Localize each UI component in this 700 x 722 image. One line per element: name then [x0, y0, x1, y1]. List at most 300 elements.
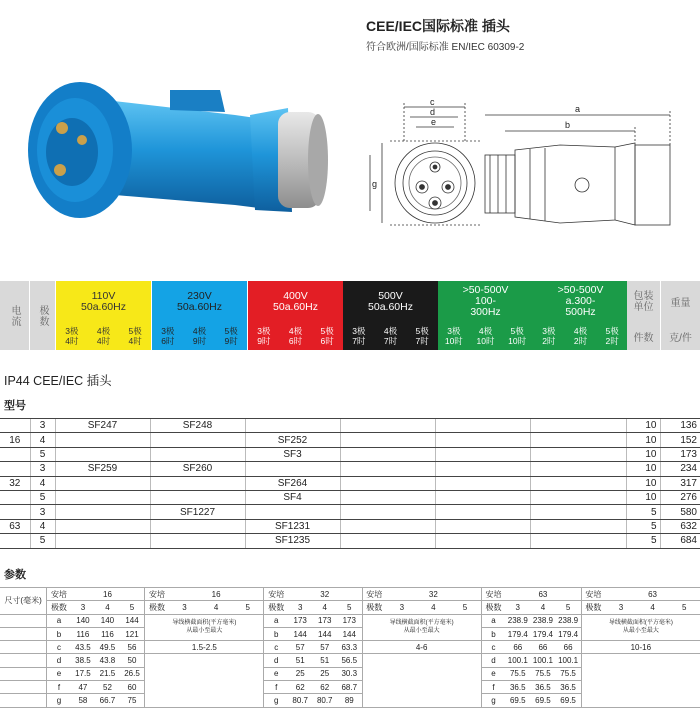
pin-config	[379, 326, 401, 346]
model-code-cell	[435, 534, 530, 548]
poles-value: 4	[312, 601, 337, 614]
pin-count: 5极	[510, 326, 524, 336]
pin-clock-position: 10时	[508, 336, 527, 346]
amperage-cell: 63	[0, 519, 30, 533]
cross-section-note: 导线横截面积(平方毫米) 从最小至最大	[145, 614, 264, 641]
pin-count: 3极	[352, 326, 366, 336]
page-title: CEE/IEC国际标准 插头	[366, 18, 510, 34]
dimension-value: 173	[337, 614, 362, 627]
dimension-value: 140	[95, 614, 120, 627]
model-code-cell	[340, 534, 435, 548]
cross-section-note: 导线横截面积(平方毫米) 从最小至最大	[362, 614, 481, 641]
dimension-value: 144	[288, 627, 313, 640]
dimension-value: 52	[95, 681, 120, 694]
dimension-key: a	[264, 614, 288, 627]
current-header: 电流	[0, 281, 29, 350]
pin-clock-position: 7时	[352, 336, 366, 346]
front-view-outer	[395, 143, 475, 223]
dimension-value: 121	[120, 627, 145, 640]
amperage-cell	[0, 419, 30, 433]
amperage-cell: 32	[0, 476, 30, 490]
voltage-color-bar	[0, 281, 700, 350]
voltage-label: 110V 50a.60Hz	[81, 289, 126, 313]
poles-cell: 4	[30, 519, 55, 533]
amp-value: 32	[386, 588, 481, 601]
dimension-value: 56.5	[337, 654, 362, 667]
pin-config	[284, 326, 306, 346]
dimension-value: 25	[312, 667, 337, 680]
pin-config	[569, 326, 591, 346]
model-code-cell	[55, 447, 150, 461]
pin-config	[506, 326, 528, 346]
poles-cell: 5	[30, 490, 55, 504]
dim-label-g: g	[372, 179, 378, 189]
model-code-cell	[435, 462, 530, 476]
dimension-value: 66	[530, 641, 555, 654]
amp-value: 63	[505, 588, 581, 601]
package-qty-cell: 5	[626, 534, 660, 548]
voltage-group-2	[248, 281, 343, 350]
model-code-cell	[55, 519, 150, 533]
dimension-value: 140	[71, 614, 96, 627]
poles-value: 4	[530, 601, 555, 614]
pin-config	[220, 326, 242, 346]
dimension-value: 57	[288, 641, 313, 654]
pin-count: 4极	[288, 326, 303, 336]
model-code-cell: SF1235	[245, 534, 340, 548]
pin-config-row	[248, 322, 343, 350]
dimension-value: 36.5	[530, 681, 555, 694]
side-view-nut	[485, 155, 515, 213]
dimension-label-spacer	[0, 614, 47, 627]
model-code-cell	[530, 447, 626, 461]
poles-value: 5	[120, 601, 145, 614]
pin-config	[316, 326, 338, 346]
dimension-value: 36.5	[505, 681, 530, 694]
model-code-cell	[55, 490, 150, 504]
dim-label-e: e	[431, 117, 437, 127]
amp-value: 16	[169, 588, 264, 601]
pin-config	[124, 326, 146, 346]
dimension-value: 21.5	[95, 667, 120, 680]
model-code-cell	[340, 490, 435, 504]
cross-section-note: 导线横截面积(平方毫米) 从最小至最大	[581, 614, 700, 641]
poles-cell: 4	[30, 433, 55, 447]
model-code-cell: SF1231	[245, 519, 340, 533]
pin-clock-position: 2时	[605, 336, 619, 346]
pin-count: 4极	[478, 326, 493, 336]
model-code-cell	[245, 419, 340, 433]
pin-clock-position: 6时	[288, 336, 303, 346]
pin-config	[443, 326, 465, 346]
model-code-cell	[340, 447, 435, 461]
poles-header: 极数	[30, 281, 55, 350]
pin-count: 4极	[383, 326, 398, 336]
poles-value: 5	[556, 601, 582, 614]
amperage-cell	[0, 462, 30, 476]
model-code-cell	[530, 534, 626, 548]
poles-label: 极数	[47, 601, 71, 614]
poles-cell: 4	[30, 476, 55, 490]
voltage-group-4	[438, 281, 533, 350]
section-title-ip44: IP44 CEE/IEC 插头	[4, 374, 112, 388]
model-code-cell	[340, 519, 435, 533]
dim-label-d: d	[430, 107, 436, 117]
param-row	[0, 641, 700, 654]
dimension-label-spacer	[0, 654, 47, 667]
dimension-value: 43.5	[71, 641, 96, 654]
dimension-value: 51	[288, 654, 313, 667]
amperage-cell	[0, 490, 30, 504]
dimension-value: 100.1	[505, 654, 530, 667]
dimension-value: 66.7	[95, 694, 120, 707]
pin-config	[474, 326, 496, 346]
pin-clock-position: 7时	[415, 336, 429, 346]
amp-value: 32	[288, 588, 362, 601]
voltage-group-0	[56, 281, 151, 350]
package-qty-cell: 10	[626, 490, 660, 504]
model-code-cell	[340, 462, 435, 476]
param-row	[0, 614, 700, 627]
dimension-key: c	[264, 641, 288, 654]
dimension-key: f	[481, 681, 505, 694]
dimension-key: g	[264, 694, 288, 707]
voltage-label: >50-500V 100- 300Hz	[462, 284, 509, 318]
section-title-params: 参数	[4, 569, 26, 581]
model-code-cell	[245, 462, 340, 476]
model-code-cell	[340, 433, 435, 447]
dim-label-b: b	[565, 120, 571, 130]
standard-subtitle: 符合欧洲/国际标准 EN/IEC 60309-2	[366, 42, 525, 53]
voltage-label: 500V 50a.60Hz	[368, 289, 413, 313]
pin-count: 5极	[224, 326, 238, 336]
dimension-value: 57	[312, 641, 337, 654]
voltage-label: 230V 50a.60Hz	[177, 289, 222, 313]
poles-value: 3	[71, 601, 96, 614]
model-code-cell: SF252	[245, 433, 340, 447]
pin-count: 5极	[415, 326, 429, 336]
dimension-value: 17.5	[71, 667, 96, 680]
pin-clock-position: 4时	[128, 336, 142, 346]
model-code-cell	[150, 519, 245, 533]
model-code-cell	[55, 433, 150, 447]
blank-cell	[362, 654, 481, 707]
poles-spread: 3 4 5	[169, 601, 264, 614]
pin-clock-position: 6时	[161, 336, 175, 346]
model-code-cell	[530, 490, 626, 504]
model-code-cell: SF247	[55, 419, 150, 433]
dimension-value: 62	[288, 681, 313, 694]
weight-cell: 136	[660, 419, 700, 433]
poles-label: 极数	[581, 601, 605, 614]
dimension-value: 66	[505, 641, 530, 654]
pin-count: 3极	[257, 326, 271, 336]
model-row	[0, 433, 700, 447]
model-row	[0, 490, 700, 504]
pin-clock-position: 9时	[192, 336, 207, 346]
amp-value: 63	[605, 588, 700, 601]
dimension-value: 69.5	[505, 694, 530, 707]
pin-config-row	[152, 322, 247, 350]
dimension-value: 47	[71, 681, 96, 694]
pin-count: 3极	[542, 326, 556, 336]
voltage-label: 400V 50a.60Hz	[273, 289, 318, 313]
dimension-key: b	[264, 627, 288, 640]
dimension-key: e	[47, 667, 71, 680]
dimension-key: d	[264, 654, 288, 667]
pin-count: 3极	[447, 326, 461, 336]
model-code-cell	[530, 433, 626, 447]
pin-config	[348, 326, 370, 346]
pin-config	[157, 326, 179, 346]
dimension-value: 100.1	[530, 654, 555, 667]
pin-config	[601, 326, 623, 346]
dimension-key: c	[47, 641, 71, 654]
weight-cell: 152	[660, 433, 700, 447]
poles-cell: 3	[30, 505, 55, 519]
poles-value: 4	[95, 601, 120, 614]
pin-config	[188, 326, 210, 346]
dimension-key: e	[481, 667, 505, 680]
dimension-key: d	[481, 654, 505, 667]
model-row	[0, 419, 700, 433]
weight-cell: 632	[660, 519, 700, 533]
pin-count: 3极	[161, 326, 175, 336]
dimension-key: f	[264, 681, 288, 694]
pin-config	[411, 326, 433, 346]
dimension-value: 69.5	[530, 694, 555, 707]
plug-face-shape	[28, 82, 132, 218]
poles-label: 极数	[264, 601, 288, 614]
params-table	[0, 587, 700, 708]
model-code-cell	[435, 519, 530, 533]
package-qty-cell: 10	[626, 419, 660, 433]
amp-label: 安培	[362, 588, 386, 601]
weight-cell: 173	[660, 447, 700, 461]
model-row	[0, 476, 700, 490]
pin-config	[538, 326, 560, 346]
model-table	[0, 418, 700, 549]
pin-clock-position: 2时	[542, 336, 556, 346]
pin-count: 4极	[96, 326, 111, 336]
model-code-cell	[55, 476, 150, 490]
package-qty-cell: 5	[626, 505, 660, 519]
dimension-value: 38.5	[71, 654, 96, 667]
amp-label: 安培	[264, 588, 288, 601]
pin-clock-position: 6时	[320, 336, 334, 346]
model-code-cell	[435, 490, 530, 504]
dimension-key: d	[47, 654, 71, 667]
dimension-value: 36.5	[556, 681, 582, 694]
dimension-key: a	[481, 614, 505, 627]
model-code-cell	[150, 433, 245, 447]
model-code-cell: SF1227	[150, 505, 245, 519]
dim-label-a: a	[575, 104, 581, 114]
model-row	[0, 505, 700, 519]
pin-clock-position: 9时	[257, 336, 271, 346]
dimension-value: 89	[337, 694, 362, 707]
voltage-group-5	[533, 281, 628, 350]
dimension-value: 56	[120, 641, 145, 654]
package-qty-cell: 10	[626, 476, 660, 490]
pin-count: 5极	[128, 326, 142, 336]
pin-clock-position: 7时	[383, 336, 398, 346]
dimension-value: 116	[95, 627, 120, 640]
model-row	[0, 534, 700, 548]
pin-clock-position: 10时	[476, 336, 495, 346]
package-qty-cell: 10	[626, 433, 660, 447]
model-code-cell	[340, 505, 435, 519]
model-row	[0, 462, 700, 476]
poles-label: 极数	[362, 601, 386, 614]
dimension-label-spacer	[0, 681, 47, 694]
model-code-cell	[435, 419, 530, 433]
voltage-group-1	[152, 281, 247, 350]
poles-value: 3	[505, 601, 530, 614]
pin-config-row	[438, 322, 533, 350]
dimension-key: b	[481, 627, 505, 640]
dimension-label-spacer	[0, 627, 47, 640]
pin-clock-position: 4时	[65, 336, 79, 346]
pin-config-row	[56, 322, 151, 350]
voltage-label: >50-500V a.300- 500Hz	[557, 284, 604, 318]
model-code-cell	[55, 505, 150, 519]
dimension-value: 75.5	[530, 667, 555, 680]
dimension-value: 179.4	[530, 627, 555, 640]
dimension-value: 62	[312, 681, 337, 694]
pin-count: 5极	[320, 326, 334, 336]
model-code-cell: SF264	[245, 476, 340, 490]
dimension-value: 68.7	[337, 681, 362, 694]
model-code-cell	[340, 419, 435, 433]
weight-header: 重量 克/件	[661, 281, 700, 350]
pin-count: 3极	[65, 326, 79, 336]
dimension-value: 173	[312, 614, 337, 627]
dimension-value: 238.9	[556, 614, 582, 627]
poles-label: 极数	[481, 601, 505, 614]
weight-cell: 234	[660, 462, 700, 476]
model-code-cell: SF248	[150, 419, 245, 433]
dimension-value: 51	[312, 654, 337, 667]
package-qty-cell: 10	[626, 447, 660, 461]
poles-label: 极数	[145, 601, 169, 614]
dimension-value: 238.9	[505, 614, 530, 627]
dimension-value: 43.8	[95, 654, 120, 667]
dimension-label-spacer	[0, 667, 47, 680]
poles-cell: 5	[30, 447, 55, 461]
dim-label-c: c	[430, 97, 435, 107]
cross-section-range: 1.5-2.5	[145, 641, 264, 654]
model-code-cell: SF259	[55, 462, 150, 476]
pin-config	[253, 326, 275, 346]
pin-clock-position: 10时	[444, 336, 463, 346]
model-code-cell	[150, 534, 245, 548]
pin-config	[92, 326, 114, 346]
dimension-value: 60	[120, 681, 145, 694]
amperage-cell	[0, 534, 30, 548]
amp-label: 安培	[481, 588, 505, 601]
model-row	[0, 519, 700, 533]
weight-cell: 580	[660, 505, 700, 519]
dimension-value: 30.3	[337, 667, 362, 680]
cross-section-range: 4-6	[362, 641, 481, 654]
dimension-value: 116	[71, 627, 96, 640]
dimension-value: 144	[312, 627, 337, 640]
dimension-value: 75	[120, 694, 145, 707]
amperage-cell: 16	[0, 433, 30, 447]
dimension-value: 80.7	[312, 694, 337, 707]
poles-spread: 3 4 5	[386, 601, 481, 614]
pin-count: 4极	[192, 326, 207, 336]
dimension-key: g	[47, 694, 71, 707]
pin-count: 5极	[605, 326, 619, 336]
dimension-key: c	[481, 641, 505, 654]
dimension-value: 80.7	[288, 694, 313, 707]
dimension-value: 26.5	[120, 667, 145, 680]
amp-value: 16	[71, 588, 145, 601]
model-code-cell	[150, 447, 245, 461]
dimension-value: 63.3	[337, 641, 362, 654]
model-code-cell	[55, 534, 150, 548]
poles-value: 3	[288, 601, 313, 614]
pin-config	[61, 326, 83, 346]
section-subtitle-model: 型号	[4, 400, 26, 412]
dimension-value: 173	[288, 614, 313, 627]
model-code-cell	[245, 505, 340, 519]
package-header: 包装 单位 件数	[627, 281, 660, 350]
dimension-key: g	[481, 694, 505, 707]
blank-cell	[145, 654, 264, 707]
dimension-value: 69.5	[556, 694, 582, 707]
pin-clock-position: 2时	[573, 336, 588, 346]
model-code-cell	[530, 519, 626, 533]
dimension-key: e	[264, 667, 288, 680]
amp-label: 安培	[581, 588, 605, 601]
blank-cell	[581, 654, 700, 707]
dimension-value: 100.1	[556, 654, 582, 667]
dimension-value: 75.5	[556, 667, 582, 680]
dimension-value: 50	[120, 654, 145, 667]
poles-cell: 5	[30, 534, 55, 548]
dimension-key: a	[47, 614, 71, 627]
dimension-label-spacer	[0, 641, 47, 654]
voltage-group-3	[343, 281, 438, 350]
param-row	[0, 654, 700, 667]
plug-body-shape	[105, 90, 328, 212]
model-row	[0, 447, 700, 461]
model-code-cell: SF3	[245, 447, 340, 461]
cross-section-range: 10-16	[581, 641, 700, 654]
param-header-row	[0, 588, 700, 601]
weight-cell: 684	[660, 534, 700, 548]
model-code-cell: SF4	[245, 490, 340, 504]
dimension-value: 238.9	[530, 614, 555, 627]
poles-value: 5	[337, 601, 362, 614]
dimension-value: 58	[71, 694, 96, 707]
pin-count: 4极	[573, 326, 588, 336]
pin-clock-position: 4时	[96, 336, 111, 346]
model-code-cell	[150, 490, 245, 504]
amp-label: 安培	[145, 588, 169, 601]
model-code-cell	[340, 476, 435, 490]
pin-config-row	[343, 322, 438, 350]
package-qty-cell: 5	[626, 519, 660, 533]
model-code-cell	[435, 447, 530, 461]
param-header-row	[0, 601, 700, 614]
model-code-cell: SF260	[150, 462, 245, 476]
model-code-cell	[150, 476, 245, 490]
dimension-value: 144	[120, 614, 145, 627]
